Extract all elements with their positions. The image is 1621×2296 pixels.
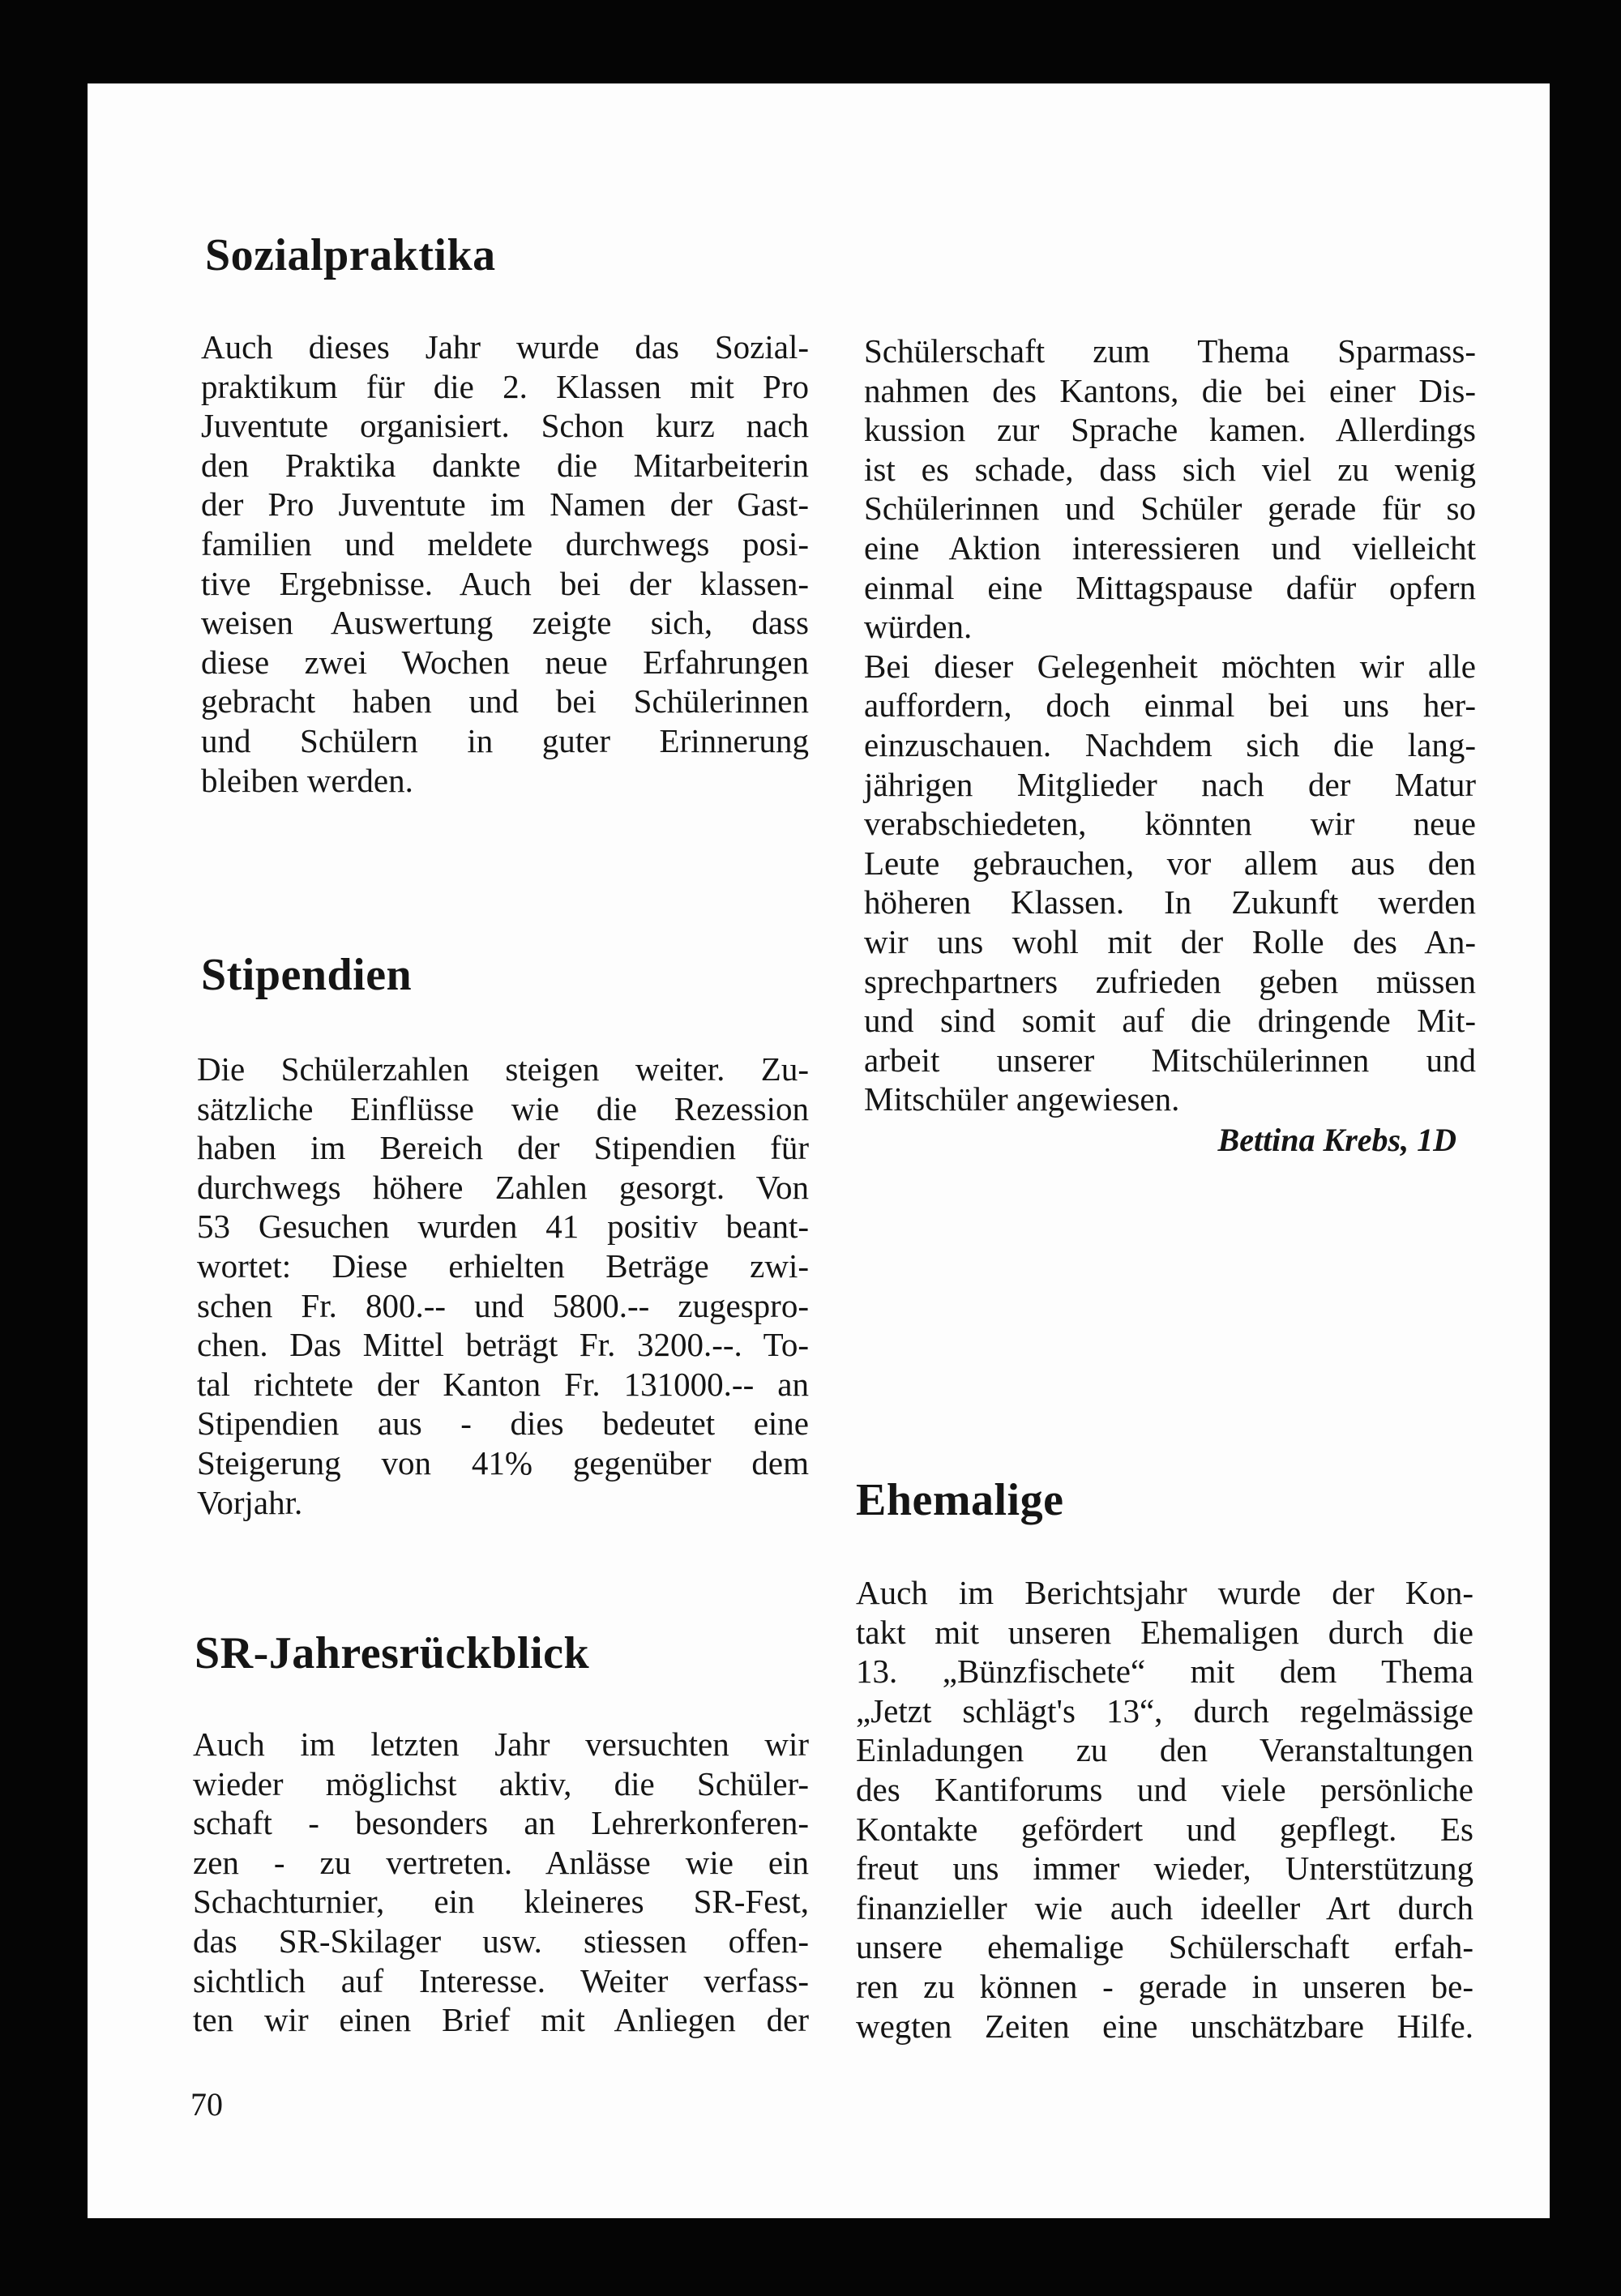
text-line: sprechpartners zufrieden geben müssen [864,962,1476,1000]
text-line: Mitschüler angewiesen. [864,1080,1180,1118]
text-line: Leute gebrauchen, vor allem aus den [864,844,1476,882]
body-ehemalige [856,1573,1473,2046]
text-line: Die Schülerzahlen steigen weiter. Zu- [197,1050,809,1088]
text-line: und sind somit auf die dringende Mit- [864,1002,1476,1040]
text-line: wir uns wohl mit der Rolle des An- [864,922,1476,960]
text-line: Steigerung von 41% gegenüber dem [197,1443,809,1481]
page-number: 70 [190,2086,223,2123]
text-line: „Jetzt schlägt's 13“, durch regelmässige [856,1691,1473,1729]
text-line: Auch im Berichtsjahr wurde der Kon- [856,1574,1473,1611]
text-line: Juventute organisiert. Schon kurz nach [201,407,809,445]
text-line: bleiben werden. [201,761,413,799]
text-line: verabschiedeten, könnten wir neue [864,805,1476,843]
text-line: der Pro Juventute im Namen der Gast- [201,485,809,524]
text-line: diese zwei Wochen neue Erfahrungen [201,643,809,681]
heading-stipendien: Stipendien [201,950,413,1000]
text-line: schen Fr. 800.-- und 5800.-- zugespro- [197,1286,809,1324]
text-line: Auch im letzten Jahr versuchten wir [193,1725,809,1763]
body-stipendien [197,1050,809,1522]
text-line: das SR-Skilager usw. stiessen offen- [193,1922,809,1960]
text-line: Schachturnier, ein kleineres SR-Fest, [193,1883,809,1921]
text-line: chen. Das Mittel beträgt Fr. 3200.--. To- [197,1326,809,1364]
body-sozialpraktika [201,327,809,800]
text-line: wieder möglichst aktiv, die Schüler- [193,1764,809,1802]
text-line: wortet: Diese erhielten Beträge zwi- [197,1246,809,1285]
text-line: würden. [864,608,973,646]
text-line: weisen Auswertung zeigte sich, dass [201,604,809,642]
body-sr-jahresrueckblick [193,1725,809,2040]
text-line: tal richtete der Kanton Fr. 131000.-- an [197,1365,809,1403]
text-line: einmal eine Mittagspause dafür opfern [864,568,1476,606]
text-line: Auch dieses Jahr wurde das Sozial- [201,328,809,366]
text-line: ist es schade, dass sich viel zu wenig [864,450,1476,488]
text-line: unsere ehemalige Schülerschaft erfah- [856,1928,1473,1966]
author-signature: Bettina Krebs, 1D [1217,1122,1456,1158]
text-line: schaft - besonders an Lehrerkonferen- [193,1804,809,1842]
text-line: einzuschauen. Nachdem sich die lang- [864,725,1476,763]
text-line: arbeit unserer Mitschülerinnen und [864,1041,1476,1079]
text-line: haben im Bereich der Stipendien für [197,1129,809,1167]
text-line: finanzieller wie auch ideeller Art durch [856,1888,1473,1926]
text-line: Kontakte gefördert und gepflegt. Es [856,1810,1473,1848]
text-line: höheren Klassen. In Zukunft werden [864,883,1476,921]
text-line: ten wir einen Brief mit Anliegen der [193,2001,809,2039]
text-line: familien und meldete durchwegs posi- [201,524,809,562]
text-line: auffordern, doch einmal bei uns her- [864,686,1476,725]
text-line: takt mit unseren Ehemaligen durch die [856,1613,1473,1651]
text-line: durchwegs höhere Zahlen gesorgt. Von [197,1168,809,1206]
heading-sr-jahresrueckblick: SR-Jahresrückblick [195,1628,590,1678]
body-sr-continued [864,331,1476,1119]
text-line: jährigen Mitglieder nach der Matur [864,765,1476,803]
text-line: freut uns immer wieder, Unterstützung [856,1849,1473,1888]
text-line: tive Ergebnisse. Auch bei der klassen- [201,564,809,602]
text-line: Bei dieser Gelegenheit möchten wir alle [864,647,1476,685]
heading-ehemalige: Ehemalige [856,1475,1064,1525]
text-line: 13. „Bünzfischete“ mit dem Thema [856,1653,1473,1691]
text-line: des Kantiforums und viele persönliche [856,1770,1473,1808]
text-line: wegten Zeiten eine unschätzbare Hilfe. [856,2007,1473,2045]
text-line: den Praktika dankte die Mitarbeiterin [201,446,809,484]
text-line: nahmen des Kantons, die bei einer Dis- [864,371,1476,409]
text-line: eine Aktion interessieren und vielleicht [864,528,1476,567]
text-line: und Schülern in guter Erinnerung [201,721,809,759]
text-line: kussion zur Sprache kamen. Allerdings [864,411,1476,449]
document-page [88,83,1550,2218]
heading-sozialpraktika: Sozialpraktika [205,230,496,280]
text-line: 53 Gesuchen wurden 41 positiv beant- [197,1208,809,1246]
text-line: zen - zu vertreten. Anlässe wie ein [193,1843,809,1881]
text-line: Vorjahr. [197,1483,303,1521]
text-line: gebracht haben und bei Schülerinnen [201,682,809,720]
text-line: Einladungen zu den Veranstaltungen [856,1731,1473,1769]
text-line: sichtlich auf Interesse. Weiter verfass- [193,1961,809,1999]
text-line: praktikum für die 2. Klassen mit Pro [201,367,809,405]
text-line: ren zu können - gerade in unseren be- [856,1967,1473,2005]
text-line: Schülerschaft zum Thema Sparmass- [864,332,1476,370]
text-line: sätzliche Einflüsse wie die Rezession [197,1089,809,1127]
text-line: Stipendien aus - dies bedeutet eine [197,1405,809,1443]
text-line: Schülerinnen und Schüler gerade für so [864,490,1476,528]
